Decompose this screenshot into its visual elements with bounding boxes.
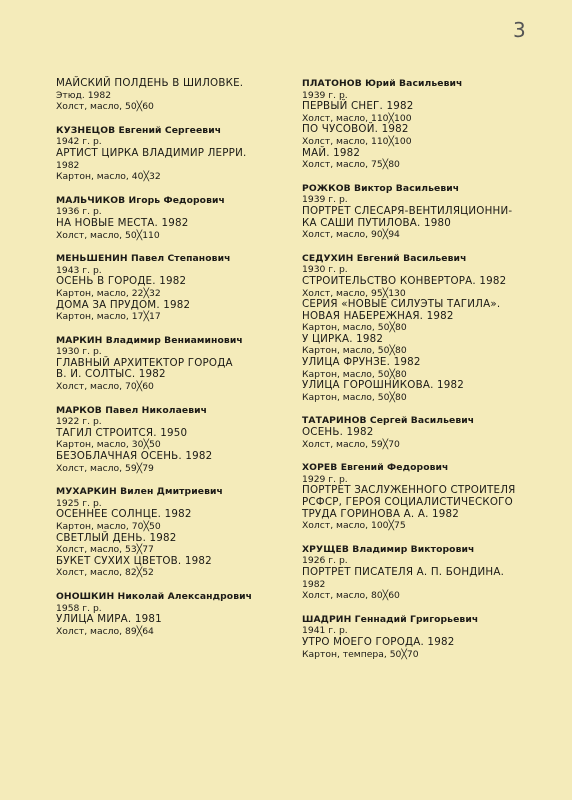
artist-entry	[302, 78, 542, 171]
artwork-title: КА САШИ ПУТИЛОВА. 1980	[302, 216, 451, 229]
artwork-details: Холст, масло, 110╳100	[302, 112, 412, 124]
left-column	[56, 78, 306, 649]
artist-name: СЕДУХИН Евгений Васильевич	[302, 252, 467, 264]
artwork-title: БУКЕТ СУХИХ ЦВЕТОВ. 1982	[56, 554, 212, 567]
artwork-details: Картон, масло, 50╳80	[302, 391, 407, 403]
artist-entry	[302, 183, 542, 241]
artwork-details: 1930 г. р.	[56, 346, 102, 358]
artwork-title: МАЙСКИЙ ПОЛДЕНЬ В ШИЛОВКЕ.	[56, 77, 244, 89]
artwork-title: УЛИЦА ФРУНЗЕ. 1982	[302, 356, 421, 369]
artist-entry	[56, 335, 306, 393]
artwork-details: Картон, масло, 50╳80	[302, 345, 407, 357]
artwork-details: 1982	[302, 578, 326, 590]
artist-name: МАРКИН Владимир Вениаминович	[56, 334, 243, 346]
artist-entry	[56, 78, 306, 113]
artwork-details: Холст, масло, 89╳64	[56, 625, 154, 637]
artwork-title: БЕЗОБЛАЧНАЯ ОСЕНЬ. 1982	[56, 450, 213, 463]
artwork-details: 1930 г. р.	[302, 264, 348, 276]
right-column	[302, 78, 542, 672]
artwork-title: АРТИСТ ЦИРКА ВЛАДИМИР ЛЕРРИ.	[56, 146, 247, 159]
artwork-title: СТРОИТЕЛЬСТВО КОНВЕРТОРА. 1982	[302, 274, 507, 287]
artwork-details: Картон, масло, 50╳80	[302, 322, 407, 334]
artwork-details: Холст, масло, 90╳94	[302, 229, 400, 241]
artist-entry	[56, 253, 306, 323]
artwork-details: 1943 г. р.	[56, 264, 102, 276]
page-number: 3	[513, 18, 526, 42]
artist-entry	[56, 591, 306, 637]
artwork-details: Этюд. 1982	[56, 89, 112, 101]
artwork-title: У ЦИРКА. 1982	[302, 332, 384, 345]
artwork-title: ДОМА ЗА ПРУДОМ. 1982	[56, 298, 191, 311]
artwork-details: 1926 г. р.	[302, 555, 348, 567]
artwork-details: Картон, масло, 30╳50	[56, 439, 161, 451]
artwork-details: Холст, масло, 110╳100	[302, 135, 412, 147]
artwork-details: Холст, масло, 50╳60	[56, 101, 154, 113]
artist-entry	[302, 462, 542, 532]
artwork-details: Холст, масло, 100╳75	[302, 520, 406, 532]
artwork-details: 1936 г. р.	[56, 206, 102, 218]
artist-name: МАРКОВ Павел Николаевич	[56, 404, 208, 416]
artist-name: МЕНЬШЕНИН Павел Степанович	[56, 253, 231, 265]
artwork-details: Картон, темпера, 50╳70	[302, 648, 419, 660]
artwork-title: ТАГИЛ СТРОИТСЯ. 1950	[56, 426, 188, 439]
artwork-title: УЛИЦА ГОРОШНИКОВА. 1982	[302, 379, 465, 392]
artist-name: МУХАРКИН Вилен Дмитриевич	[56, 486, 223, 498]
artwork-details: Картон, масло, 70╳50	[56, 521, 161, 532]
artwork-details: 1939 г. р.	[302, 89, 348, 101]
artist-entry	[302, 253, 542, 404]
artwork-details: Холст, масло, 95╳130	[302, 287, 406, 299]
artwork-details: Холст, масло, 50╳110	[56, 229, 160, 241]
artwork-title: УЛИЦА МИРА. 1981	[56, 613, 162, 626]
artist-name: ШАДРИН Геннадий Григорьевич	[302, 613, 479, 625]
artwork-title: ТРУДА ГОРИНОВА А. А. 1982	[302, 507, 460, 520]
artwork-details: 1929 г. р.	[302, 473, 348, 485]
artwork-details: 1922 г. р.	[56, 416, 102, 428]
artwork-details: 1982	[56, 159, 80, 171]
artwork-title: ПОРТРЕТ ПИСАТЕЛЯ А. П. БОНДИНА.	[302, 565, 505, 578]
artwork-details: 1925 г. р.	[56, 497, 102, 509]
artwork-details: Картон, масло, 17╳17	[56, 311, 161, 323]
artwork-title: УТРО МОЕГО ГОРОДА. 1982	[302, 635, 455, 648]
artwork-title: ПОРТРЕТ СЛЕСАРЯ-ВЕНТИЛЯЦИОННИ-	[302, 204, 513, 217]
artist-entry	[302, 415, 542, 450]
artwork-title: НА НОВЫЕ МЕСТА. 1982	[56, 216, 189, 229]
artwork-title: ОСЕНЬ. 1982	[302, 426, 374, 439]
artwork-title: ПОРТРЕТ ЗАСЛУЖЕННОГО СТРОИТЕЛЯ	[302, 484, 516, 497]
artwork-title: В. И. СОЛТЫС. 1982	[56, 368, 166, 381]
artist-name: ХОРЕВ Евгений Федорович	[302, 462, 449, 474]
artist-name: РОЖКОВ Виктор Васильевич	[302, 182, 460, 194]
artwork-details: Холст, масло, 59╳70	[302, 438, 400, 450]
artist-name: ОНОШКИН Николай Александрович	[56, 590, 253, 602]
artwork-title: НОВАЯ НАБЕРЕЖНАЯ. 1982	[302, 309, 454, 322]
artwork-details: Холст, масло, 82╳52	[56, 567, 154, 579]
artwork-title: ГЛАВНЫЙ АРХИТЕКТОР ГОРОДА	[56, 356, 233, 369]
artwork-title: ОСЕНЬ В ГОРОДЕ. 1982	[56, 275, 187, 288]
artwork-details: Картон, масло, 22╳32	[56, 287, 161, 299]
artist-entry	[302, 614, 542, 660]
artist-entry	[56, 486, 306, 579]
artist-name: ПЛАТОНОВ Юрий Васильевич	[302, 78, 463, 89]
artwork-details: Картон, масло, 40╳32	[56, 171, 161, 183]
artwork-details: Холст, масло, 53╳77	[56, 544, 154, 556]
artwork-details: Холст, масло, 75╳80	[302, 159, 400, 171]
artist-entry	[56, 195, 306, 241]
artist-name: КУЗНЕЦОВ Евгений Сергеевич	[56, 124, 222, 136]
artwork-details: 1939 г. р.	[302, 194, 348, 206]
artwork-details: 1941 г. р.	[302, 625, 348, 637]
artist-entry	[56, 405, 306, 475]
artist-name: ТАТАРИНОВ Сергей Васильевич	[302, 415, 475, 427]
artwork-details: Холст, масло, 70╳60	[56, 381, 154, 393]
artwork-title: ПЕРВЫЙ СНЕГ. 1982	[302, 100, 414, 113]
artwork-details: 1942 г. р.	[56, 136, 102, 148]
artist-name: МАЛЬЧИКОВ Игорь Федорович	[56, 194, 225, 206]
artist-entry	[56, 125, 306, 183]
artist-name: ХРУЩЕВ Владимир Викторович	[302, 543, 475, 555]
artwork-title: СВЕТЛЫЙ ДЕНЬ. 1982	[56, 531, 177, 544]
artwork-title: РСФСР, ГЕРОЯ СОЦИАЛИСТИЧЕСКОГО	[302, 496, 513, 508]
artwork-details: 1958 г. р.	[56, 602, 102, 614]
artist-entry	[302, 544, 542, 602]
artwork-title: ПО ЧУСОВОЙ. 1982	[302, 123, 409, 136]
artwork-title: СЕРИЯ «НОВЫЕ СИЛУЭТЫ ТАГИЛА».	[302, 298, 501, 311]
artwork-details: Холст, масло, 80╳60	[302, 590, 400, 602]
artwork-title: ОСЕННЕЕ СОЛНЦЕ. 1982	[56, 508, 192, 521]
artwork-details: Картон, масло, 50╳80	[302, 368, 407, 380]
artwork-title: МАЙ. 1982	[302, 146, 361, 159]
artwork-details: Холст, масло, 59╳79	[56, 462, 154, 474]
